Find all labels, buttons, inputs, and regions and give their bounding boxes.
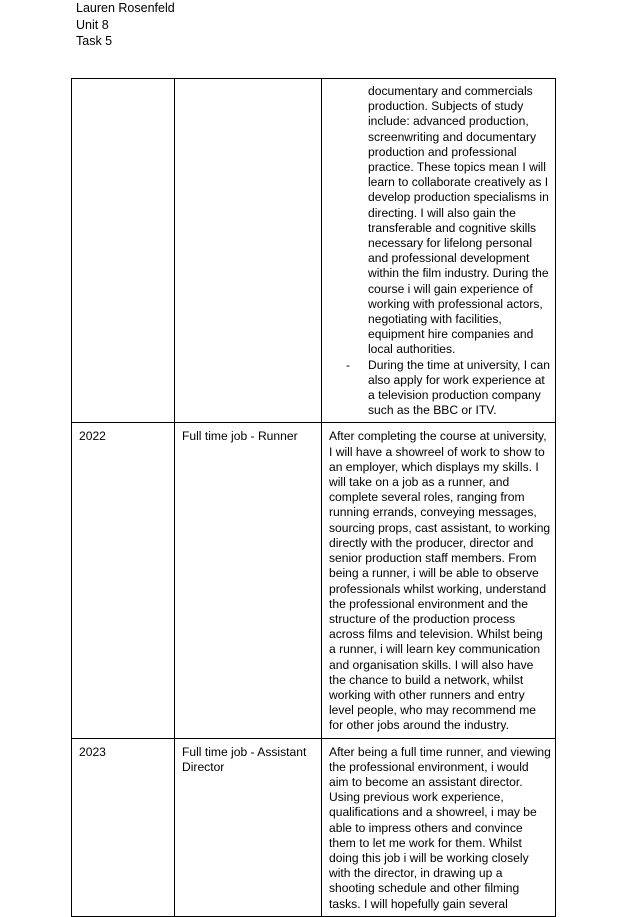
author-name: Lauren Rosenfeld	[76, 1, 175, 15]
unit-label: Unit 8	[76, 17, 109, 32]
career-plan-table	[71, 78, 556, 917]
year-cell	[72, 79, 175, 423]
description-text: documentary and commercials production. Subjects of study include: advanced production, screenwriting and documentary production and professional practice. These topics mean I will learn to collaborate creatively as I develop production specialisms in directing. I will also gain the transferable and cognitive skills necessary for lifelong personal and professional development within the film industry. During the course i will gain experience of working with professional actors, negotiating with facilities, equipment hire companies and local authorities.	[368, 84, 549, 357]
description-cell: After completing the course at university, I will have a showreel of work to show to an employer, which displays my skills. I will take on a job as a runner, and complete several roles, ranging from running errands, conveying messages, sourcing props, cast assistant, to working directly with the producer, director and senior production staff members. From being a runner, i will be able to observe professionals whilst working, understand the professional environment and the structure of the production process across films and television. Whilst being a runner, i will learn key communication and organisation skills. I will also have the chance to build a network, whilst working with other runners and entry level people, who may recommend me for other jobs around the industry.	[322, 423, 556, 738]
description-cell	[322, 79, 556, 423]
task-label: Task 5	[76, 34, 113, 48]
page-header	[76, 0, 175, 50]
description-cell: After being a full time runner, and viewing the professional environment, i would aim to become an assistant director. Using previous work experience, qualifications and a showreel, i may be able to impress others and convince them to let me work for them. Whilst doing this job i will be working closely with the director, in drawing up a shooting schedule and other filming tasks. I will hopefully gain several	[322, 738, 556, 916]
table-row	[72, 738, 556, 916]
year-cell: 2023	[72, 738, 175, 916]
role-cell	[175, 79, 322, 423]
bullet-text: During the time at university, I can also apply for work experience at a television production company such as the BBC or ITV.	[368, 357, 550, 418]
bullet-item	[329, 358, 551, 419]
role-cell: Full time job - Assistant Director	[175, 738, 322, 916]
role-cell: Full time job - Runner	[175, 423, 322, 738]
table-row	[72, 79, 556, 423]
year-cell: 2022	[72, 423, 175, 738]
bullet-dash: -	[346, 357, 351, 372]
table-row	[72, 423, 556, 738]
